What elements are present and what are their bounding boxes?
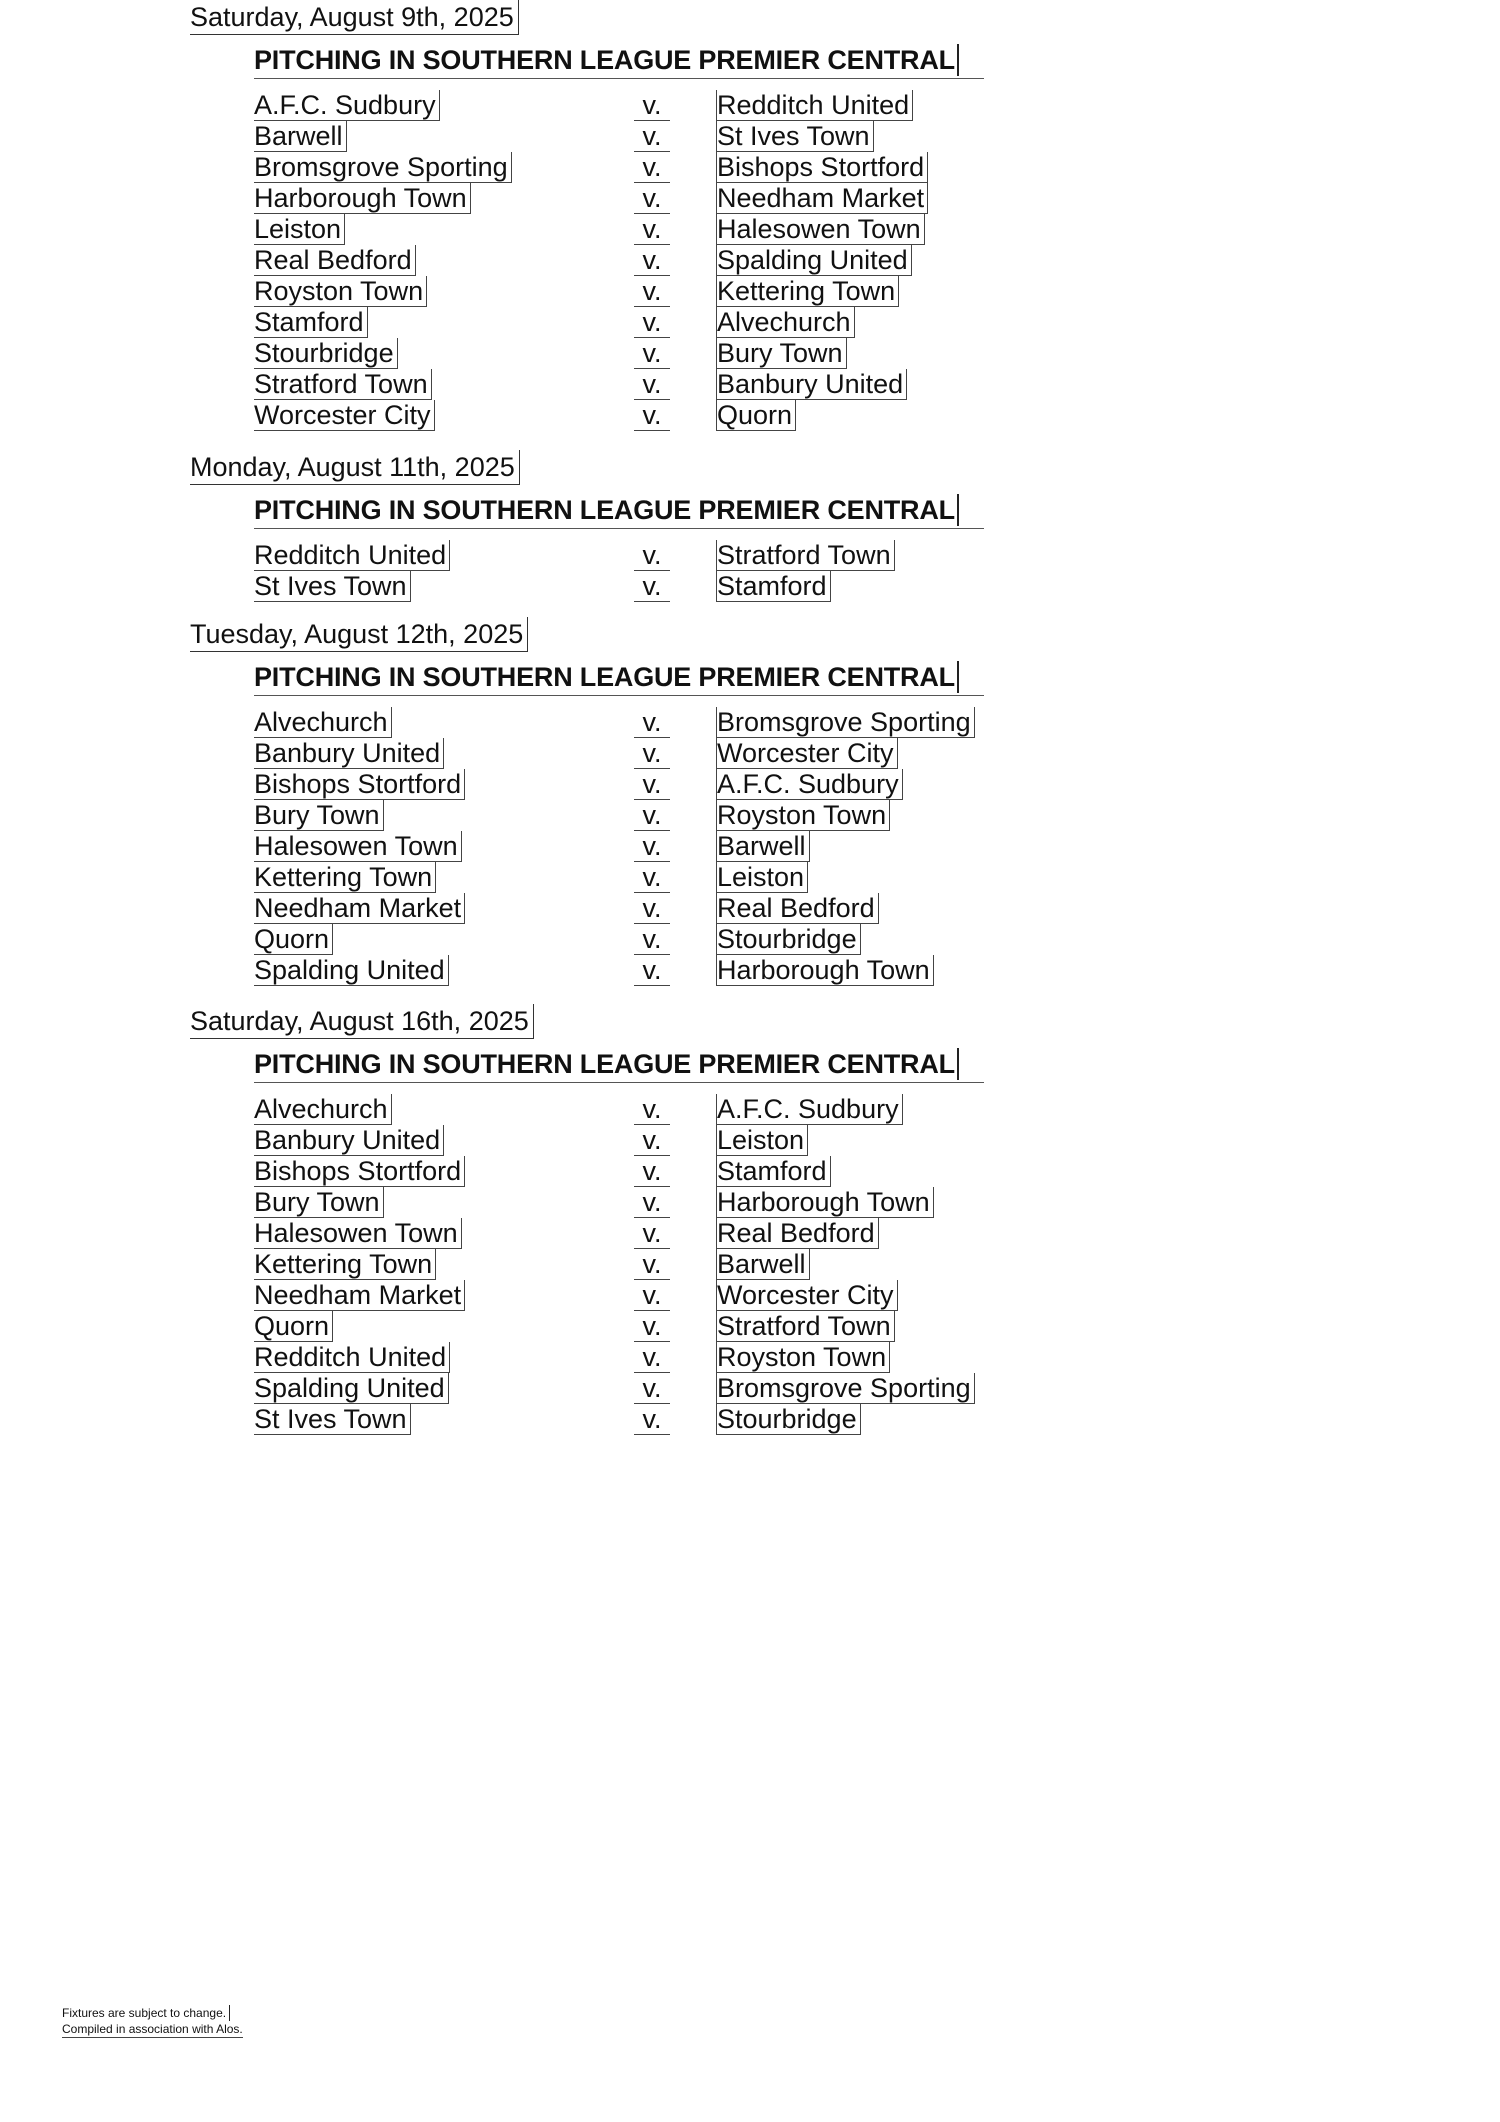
versus-label: v. xyxy=(634,1125,670,1156)
versus-label: v. xyxy=(634,1342,670,1373)
versus-label: v. xyxy=(634,800,670,831)
fixture-row xyxy=(0,1404,1500,1435)
fixture-row xyxy=(0,307,1500,338)
home-team: Stourbridge xyxy=(254,338,398,369)
versus-label: v. xyxy=(634,893,670,924)
away-team: Worcester City xyxy=(716,738,898,769)
home-team: Harborough Town xyxy=(254,183,471,214)
fixture-row xyxy=(0,1156,1500,1187)
home-team: Bury Town xyxy=(254,1187,384,1218)
home-team: St Ives Town xyxy=(254,1404,411,1435)
fixture-row xyxy=(0,90,1500,121)
home-team: Spalding United xyxy=(254,955,449,986)
fixture-row xyxy=(0,707,1500,738)
away-team: Banbury United xyxy=(716,369,907,400)
fixture-row xyxy=(0,338,1500,369)
fixture-row xyxy=(0,738,1500,769)
away-team: Bromsgrove Sporting xyxy=(716,1373,975,1404)
section-heading: PITCHING IN SOUTHERN LEAGUE PREMIER CENTRAL xyxy=(254,494,959,526)
versus-label: v. xyxy=(634,769,670,800)
away-team: A.F.C. Sudbury xyxy=(716,1094,903,1125)
away-team: Leiston xyxy=(716,1125,808,1156)
versus-label: v. xyxy=(634,1280,670,1311)
versus-label: v. xyxy=(634,152,670,183)
versus-label: v. xyxy=(634,214,670,245)
versus-label: v. xyxy=(634,1311,670,1342)
away-team: Harborough Town xyxy=(716,1187,934,1218)
fixture-row xyxy=(0,1373,1500,1404)
away-team: A.F.C. Sudbury xyxy=(716,769,903,800)
fixture-row xyxy=(0,1125,1500,1156)
home-team: Banbury United xyxy=(254,738,444,769)
section-date: Tuesday, August 12th, 2025 xyxy=(190,617,528,652)
versus-label: v. xyxy=(634,1373,670,1404)
fixture-row xyxy=(0,955,1500,986)
home-team: Quorn xyxy=(254,1311,333,1342)
versus-label: v. xyxy=(634,955,670,986)
footer-credit: Compiled in association with Alos. xyxy=(62,2022,243,2036)
versus-label: v. xyxy=(634,924,670,955)
home-team: Redditch United xyxy=(254,1342,450,1373)
fixture-row xyxy=(0,862,1500,893)
away-team: Redditch United xyxy=(716,90,913,121)
away-team: Barwell xyxy=(716,831,810,862)
home-team: Halesowen Town xyxy=(254,1218,462,1249)
fixture-row xyxy=(0,831,1500,862)
fixture-row xyxy=(0,893,1500,924)
section-heading: PITCHING IN SOUTHERN LEAGUE PREMIER CENTRAL xyxy=(254,661,959,693)
fixture-row xyxy=(0,1187,1500,1218)
versus-label: v. xyxy=(634,1187,670,1218)
fixture-row xyxy=(0,1218,1500,1249)
fixture-row xyxy=(0,924,1500,955)
fixture-row xyxy=(0,245,1500,276)
versus-label: v. xyxy=(634,90,670,121)
away-team: Needham Market xyxy=(716,183,928,214)
home-team: A.F.C. Sudbury xyxy=(254,90,440,121)
away-team: Stratford Town xyxy=(716,1311,895,1342)
home-team: Royston Town xyxy=(254,276,427,307)
home-team: Redditch United xyxy=(254,540,450,571)
heading-divider xyxy=(254,78,984,79)
home-team: Banbury United xyxy=(254,1125,444,1156)
versus-label: v. xyxy=(634,369,670,400)
versus-label: v. xyxy=(634,831,670,862)
fixture-list xyxy=(0,90,1500,431)
versus-label: v. xyxy=(634,245,670,276)
section-date: Saturday, August 9th, 2025 xyxy=(190,0,519,35)
fixture-row xyxy=(0,571,1500,602)
versus-label: v. xyxy=(634,338,670,369)
away-team: Alvechurch xyxy=(716,307,855,338)
fixture-row xyxy=(0,800,1500,831)
section-date: Saturday, August 16th, 2025 xyxy=(190,1004,534,1039)
away-team: Royston Town xyxy=(716,800,890,831)
home-team: St Ives Town xyxy=(254,571,411,602)
away-team: Stamford xyxy=(716,1156,831,1187)
home-team: Alvechurch xyxy=(254,707,392,738)
heading-divider xyxy=(254,1082,984,1083)
fixture-row xyxy=(0,1280,1500,1311)
away-team: Bury Town xyxy=(716,338,847,369)
home-team: Kettering Town xyxy=(254,1249,436,1280)
home-team: Needham Market xyxy=(254,1280,465,1311)
away-team: Leiston xyxy=(716,862,808,893)
away-team: St Ives Town xyxy=(716,121,874,152)
home-team: Bromsgrove Sporting xyxy=(254,152,512,183)
away-team: Kettering Town xyxy=(716,276,899,307)
home-team: Halesowen Town xyxy=(254,831,462,862)
home-team: Spalding United xyxy=(254,1373,449,1404)
home-team: Worcester City xyxy=(254,400,435,431)
home-team: Quorn xyxy=(254,924,333,955)
section-date: Monday, August 11th, 2025 xyxy=(190,450,520,485)
versus-label: v. xyxy=(634,862,670,893)
away-team: Halesowen Town xyxy=(716,214,925,245)
away-team: Stourbridge xyxy=(716,1404,861,1435)
away-team: Stratford Town xyxy=(716,540,895,571)
away-team: Stamford xyxy=(716,571,831,602)
away-team: Barwell xyxy=(716,1249,810,1280)
away-team: Stourbridge xyxy=(716,924,861,955)
fixture-list xyxy=(0,707,1500,986)
home-team: Stamford xyxy=(254,307,368,338)
fixture-row xyxy=(0,152,1500,183)
fixture-list xyxy=(0,540,1500,602)
versus-label: v. xyxy=(634,707,670,738)
heading-divider xyxy=(254,528,984,529)
away-team: Spalding United xyxy=(716,245,912,276)
footer-disclaimer: Fixtures are subject to change. xyxy=(62,2005,230,2021)
fixture-row xyxy=(0,276,1500,307)
section-heading: PITCHING IN SOUTHERN LEAGUE PREMIER CENTRAL xyxy=(254,44,959,76)
away-team: Bishops Stortford xyxy=(716,152,928,183)
home-team: Alvechurch xyxy=(254,1094,392,1125)
versus-label: v. xyxy=(634,1249,670,1280)
away-team: Harborough Town xyxy=(716,955,934,986)
away-team: Royston Town xyxy=(716,1342,890,1373)
fixture-row xyxy=(0,1094,1500,1125)
footer-notes xyxy=(62,2005,243,2038)
versus-label: v. xyxy=(634,183,670,214)
fixture-row xyxy=(0,1249,1500,1280)
versus-label: v. xyxy=(634,540,670,571)
fixture-row xyxy=(0,121,1500,152)
fixture-row xyxy=(0,540,1500,571)
versus-label: v. xyxy=(634,1218,670,1249)
versus-label: v. xyxy=(634,276,670,307)
home-team: Needham Market xyxy=(254,893,465,924)
fixture-row xyxy=(0,369,1500,400)
fixture-row xyxy=(0,400,1500,431)
away-team: Real Bedford xyxy=(716,893,879,924)
section-heading: PITCHING IN SOUTHERN LEAGUE PREMIER CENTRAL xyxy=(254,1048,959,1080)
fixture-row xyxy=(0,1311,1500,1342)
away-team: Bromsgrove Sporting xyxy=(716,707,975,738)
fixture-list xyxy=(0,1094,1500,1435)
home-team: Stratford Town xyxy=(254,369,432,400)
versus-label: v. xyxy=(634,1094,670,1125)
away-team: Quorn xyxy=(716,400,796,431)
heading-divider xyxy=(254,695,984,696)
versus-label: v. xyxy=(634,1404,670,1435)
away-team: Real Bedford xyxy=(716,1218,879,1249)
home-team: Bishops Stortford xyxy=(254,1156,465,1187)
home-team: Kettering Town xyxy=(254,862,436,893)
versus-label: v. xyxy=(634,571,670,602)
home-team: Bury Town xyxy=(254,800,384,831)
home-team: Leiston xyxy=(254,214,345,245)
versus-label: v. xyxy=(634,738,670,769)
home-team: Real Bedford xyxy=(254,245,416,276)
fixture-row xyxy=(0,183,1500,214)
away-team: Worcester City xyxy=(716,1280,898,1311)
fixture-row xyxy=(0,1342,1500,1373)
fixture-row xyxy=(0,769,1500,800)
versus-label: v. xyxy=(634,400,670,431)
home-team: Bishops Stortford xyxy=(254,769,465,800)
fixture-row xyxy=(0,214,1500,245)
versus-label: v. xyxy=(634,1156,670,1187)
home-team: Barwell xyxy=(254,121,347,152)
versus-label: v. xyxy=(634,121,670,152)
versus-label: v. xyxy=(634,307,670,338)
